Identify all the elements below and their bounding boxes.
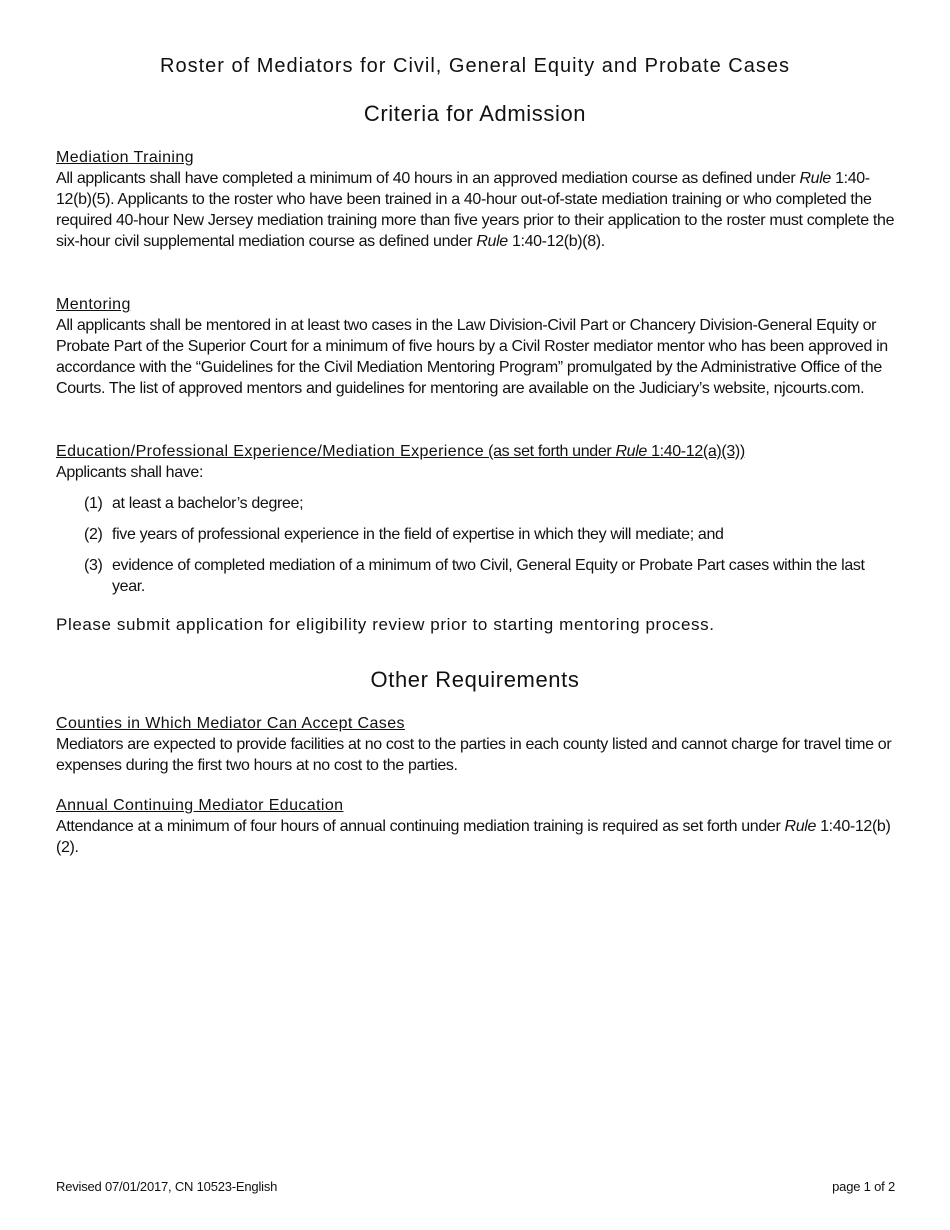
list-item-number: (2) xyxy=(84,526,103,543)
education-heading: Education/Professional Experience/Mediation Experience xyxy=(56,443,485,460)
list-item-number: (1) xyxy=(84,495,103,512)
list-item-text: at least a bachelor’s degree; xyxy=(112,495,304,512)
education-heading-suffix xyxy=(484,443,745,460)
counties-heading: Counties in Which Mediator Can Accept Cases xyxy=(56,715,405,732)
continuing-education-section xyxy=(56,795,896,858)
rule-reference: Rule xyxy=(615,443,647,460)
training-text-part-3: 1:40-12(b)(8). xyxy=(507,233,605,250)
continuing-text-part-2: 1:40-12(b)(2). xyxy=(56,818,891,856)
education-heading-suffix-part-1: (as set forth under xyxy=(484,443,616,460)
criteria-section-title: Criteria for Admission xyxy=(363,101,587,126)
document-title: Roster of Mediators for Civil, General Equity and Probate Cases xyxy=(160,55,790,77)
training-text-part-2: 1:40-12(b)(5). Applicants to the roster who have been trained in a 40-hour out-of-state mediation training or who completed the required 40-hour New Jersey mediation training more than five years prior to their application to the roster must complete the six-hour civil supplemental mediation course as defined under xyxy=(56,170,895,250)
requirements-list xyxy=(84,493,884,607)
other-requirements-title: Other Requirements xyxy=(370,667,580,692)
mediation-training-heading: Mediation Training xyxy=(56,149,194,166)
mediation-training-text xyxy=(56,168,896,252)
mentoring-heading: Mentoring xyxy=(56,296,131,313)
continuing-education-heading: Annual Continuing Mediator Education xyxy=(56,797,344,814)
education-heading-line xyxy=(56,441,896,462)
list-item-number: (3) xyxy=(84,557,103,574)
education-section xyxy=(56,441,896,483)
rule-reference: Rule xyxy=(799,170,831,187)
list-item xyxy=(84,524,884,545)
list-item-text: evidence of completed mediation of a minimum of two Civil, General Equity or Probate Part cases within the last year. xyxy=(112,557,865,595)
education-heading-suffix-part-2: 1:40-12(a)(3)) xyxy=(646,443,745,460)
mentoring-text: All applicants shall be mentored in at least two cases in the Law Division-Civil Part or Chancery Division-General Equity or Probate Part of the Superior Court for a minimum of five hours by a Civil Roster mediator mentor who has been approved in accordance with the “Guidelines for the Civil Mediation Mentoring Program” promulgated by the Administrative Office of the Courts. The list of approved mentors and guidelines for mentoring are available on the Judiciary’s website, njcourts.com. xyxy=(56,317,888,397)
list-item-text: five years of professional experience in the field of expertise in which they will mediate; and xyxy=(112,526,724,543)
education-intro: Applicants shall have: xyxy=(56,464,204,481)
rule-reference: Rule xyxy=(784,818,817,835)
mentoring-section xyxy=(56,294,896,399)
list-item xyxy=(84,493,884,514)
revision-footer: Revised 07/01/2017, CN 10523-English xyxy=(56,1179,278,1194)
continuing-text-part-1: Attendance at a minimum of four hours of annual continuing mediation training is required as set forth under xyxy=(56,818,785,835)
page-number: page 1 of 2 xyxy=(832,1179,895,1194)
continuing-education-text xyxy=(56,816,896,858)
eligibility-notice: Please submit application for eligibility review prior to starting mentoring process. xyxy=(56,615,715,634)
rule-reference: Rule xyxy=(476,233,508,250)
mediation-training-section xyxy=(56,147,896,252)
training-text-part-1: All applicants shall have completed a minimum of 40 hours in an approved mediation course as defined under xyxy=(56,170,800,187)
list-item xyxy=(84,555,884,597)
counties-text: Mediators are expected to provide facilities at no cost to the parties in each county listed and cannot charge for travel time or expenses during the first two hours at no cost to the parties. xyxy=(56,736,892,774)
counties-section xyxy=(56,713,896,776)
